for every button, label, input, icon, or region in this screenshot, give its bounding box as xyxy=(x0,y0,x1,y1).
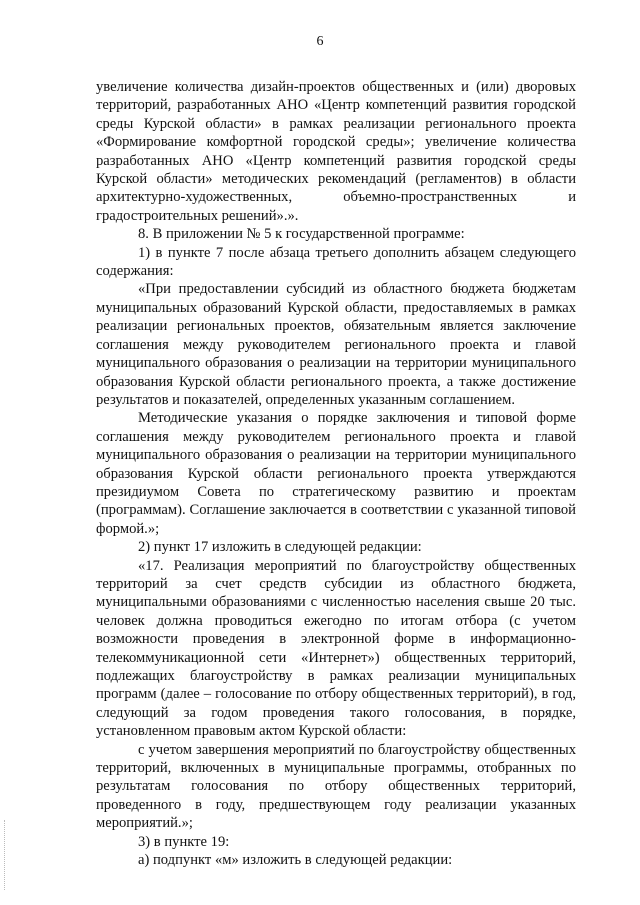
paragraph-continuation: увеличение количества дизайн-проектов общественных и (или) дворовых территорий, разработанных АНО «Центр компетенций развития городской среды Курской области» в рамках реализации регионального проекта «Формирование комфортной городской среды»; увеличение количества разработанных АНО «Центр компетенций развития городской среды Курской области» методических рекомендаций (регламентов) в области архитектурно-художественных, объемно-пространственных и градостроительных решений».». xyxy=(96,79,576,224)
paragraph-completion-clause: с учетом завершения мероприятий по благоустройству общественных территорий, включенных в муниципальные программы, отобранных по результатам голосования по отбору общественных территорий, проведенного в году, предшествующем году реализации указанных мероприятий.»; xyxy=(96,741,576,832)
paragraph-subitem-a: а) подпункт «м» изложить в следующей редакции: xyxy=(138,852,453,869)
paragraph-subitem-2: 2) пункт 17 изложить в следующей редакции: xyxy=(138,539,422,556)
scan-edge-mark xyxy=(4,820,6,890)
document-body xyxy=(96,78,576,869)
paragraph-quote-subsidies: «При предоставлении субсидий из областного бюджета бюджетам муниципальных образований Курской области, предоставляемых в рамках реализации региональных проектов, обязательным является заключение соглашения между руководителем регионального проекта и главой муниципального образования о реализации на территории муниципального образования Курской области регионального проекта, а также достижение результатов и показателей, определенных указанным соглашением. xyxy=(96,281,576,408)
paragraph-subitem-3: 3) в пункте 19: xyxy=(138,833,230,850)
paragraph-quote-item-17: «17. Реализация мероприятий по благоустройству общественных территорий за счет средств субсидии из областного бюджета, муниципальными образованиями с численностью населения свыше 20 тыс. человек должна проводиться ежегодно по итогам отбора (с учетом возможности проведения в электронной форме в информационно-телекоммуникационной сети «Интернет») общественных территорий, подлежащих благоустройству в рамках реализации муниципальных программ (далее – голосование по отбору общественных территорий), в год, следующий за годом проведения такого голосования, в порядке, установленном правовым актом Курской области: xyxy=(96,557,576,740)
paragraph-subitem-1: 1) в пункте 7 после абзаца третьего дополнить абзацем следующего содержания: xyxy=(96,244,576,280)
paragraph-item-8: 8. В приложении № 5 к государственной программе: xyxy=(138,226,465,243)
paragraph-methodical-guidelines: Методические указания о порядке заключения и типовой форме соглашения между руководителем регионального проекта и главой муниципального образования о реализации на территории муниципального образования Курской области регионального проекта утверждаются президиумом Совета по стратегическому развитию и проектам (программам). Соглашение заключается в соответствии с указанной типовой формой.»; xyxy=(96,410,576,537)
page-number: 6 xyxy=(316,34,324,49)
